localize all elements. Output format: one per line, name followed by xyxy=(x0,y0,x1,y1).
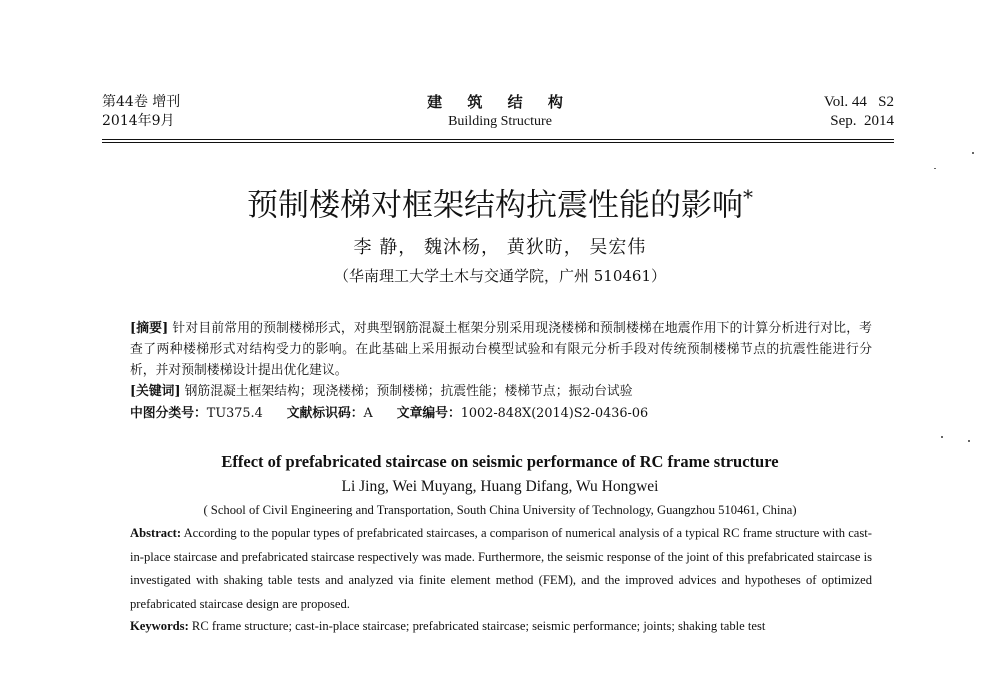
abstract-en-label: Abstract: xyxy=(130,526,182,540)
journal-name-cn: 建 筑 结 构 xyxy=(427,93,573,111)
scan-speck xyxy=(934,168,936,169)
abstract-cn xyxy=(130,318,872,381)
header-rule-bottom xyxy=(102,142,894,143)
header-rule-top xyxy=(102,139,894,140)
date-en: Sep. 2014 xyxy=(830,113,894,129)
abstract-cn-label: [摘要] xyxy=(130,321,169,336)
keywords-cn-label: [关键词] xyxy=(130,384,181,399)
clc-label: 中图分类号： xyxy=(130,406,207,421)
authors-en: Li Jing, Wei Muyang, Huang Difang, Wu Hongwei xyxy=(341,478,659,495)
date-cn: 2014年9月 xyxy=(102,113,175,129)
doc-code-value: A xyxy=(363,406,373,421)
journal-name-en: Building Structure xyxy=(448,114,552,129)
classification-line xyxy=(130,404,872,424)
abstract-cn-text: 针对目前常用的预制楼梯形式，对典型钢筋混凝土框架分别采用现浇楼梯和预制楼梯在地震作用下的计算分析进行对比，考查了两种楼梯形式对结构受力的影响。在此基础上采用振动台模型试验和有限元分析手段对传统预制楼梯节点的抗震性能进行分析，并对预制楼梯设计提出优化建议。 xyxy=(130,321,872,378)
scan-speck xyxy=(972,152,974,154)
affiliation-en: ( School of Civil Engineering and Transportation, South China University of Technology, Guangzhou 510461, China) xyxy=(203,503,797,517)
abstract-en-text: According to the popular types of prefabricated staircases, a comparison of numerical analysis of a typical RC frame structure with cast-in-place staircase and prefabricated staircase respectively was made. Furthermore, the seismic response of the joint of this prefabricated staircase is investigated with shaking table tests and analyzed via finite element method (FEM), and the improved advices and hypotheses of optimized prefabricated staircase design are proposed. xyxy=(130,526,872,611)
article-number-value: 1002-848X(2014)S2-0436-06 xyxy=(460,406,649,421)
abstract-en xyxy=(130,522,872,616)
volume-en: Vol. 44 S2 xyxy=(823,94,894,110)
keywords-en xyxy=(130,615,872,637)
affiliation-cn: （华南理工大学土木与交通学院，广州 510461） xyxy=(333,267,667,285)
paper-title-cn xyxy=(0,178,1000,224)
authors-cn: 李 静， 魏沐杨， 黄狄昉， 吴宏伟 xyxy=(353,237,647,258)
scan-speck xyxy=(941,436,943,438)
paper-title-en: Effect of prefabricated staircase on seismic performance of RC frame structure xyxy=(221,452,779,471)
keywords-en-label: Keywords: xyxy=(130,619,189,633)
keywords-en-text: RC frame structure; cast-in-place staircase; prefabricated staircase; seismic performance; joints; shaking table test xyxy=(191,619,766,633)
issue-block xyxy=(824,93,894,131)
clc-value: TU375.4 xyxy=(206,406,263,421)
volume-cn: 第44卷 增刊 xyxy=(102,94,181,110)
scan-speck xyxy=(968,440,970,442)
doc-code-label: 文献标识码： xyxy=(286,406,364,421)
title-footnote-mark: * xyxy=(743,185,753,209)
article-number-label: 文章编号： xyxy=(396,406,461,421)
keywords-cn xyxy=(130,382,872,402)
keywords-cn-text: 钢筋混凝土框架结构；现浇楼梯；预制楼梯；抗震性能；楼梯节点；振动台试验 xyxy=(184,384,633,399)
title-cn-text: 预制楼梯对框架结构抗震性能的影响 xyxy=(247,187,743,224)
